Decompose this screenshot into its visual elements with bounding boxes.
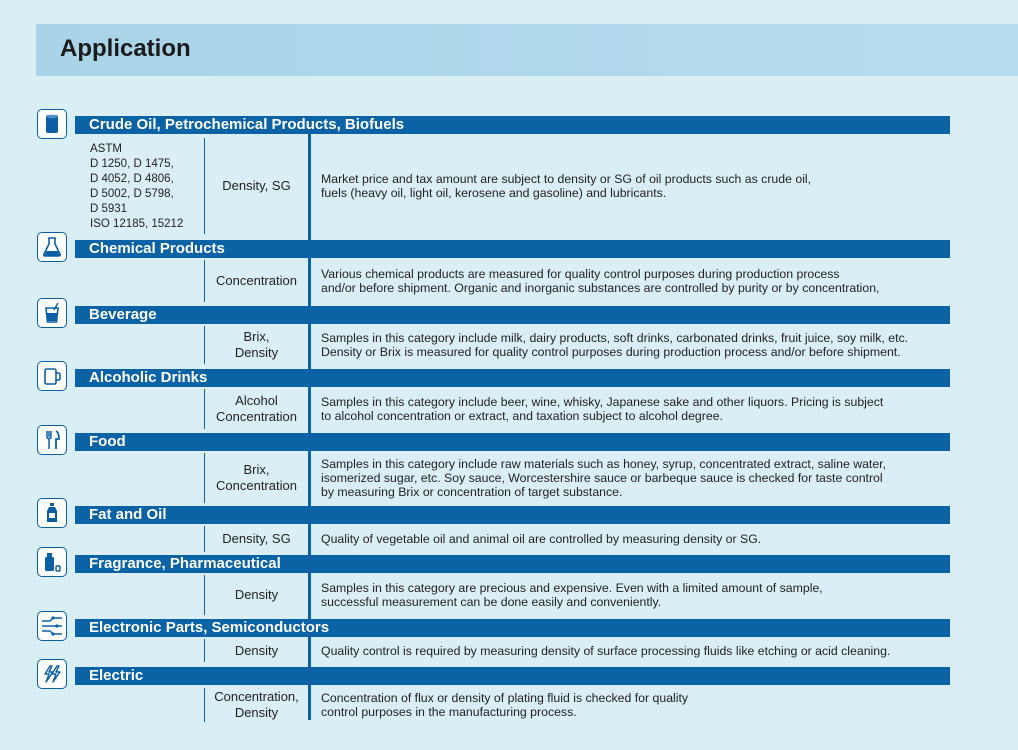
description-line: Concentration of flux or density of plating fluid is checked for quality bbox=[321, 691, 689, 705]
oil-bottle-icon bbox=[37, 498, 67, 528]
description bbox=[321, 639, 961, 662]
measurement-type bbox=[204, 260, 308, 302]
description-line: Quality of vegetable oil and animal oil are controlled by measuring density or SG. bbox=[321, 532, 762, 546]
category-header: Fat and Oil bbox=[75, 506, 950, 524]
standard-item: D 1250, D 1475, bbox=[90, 158, 174, 170]
perfume-bottle-icon bbox=[37, 547, 67, 577]
fork-knife-icon bbox=[37, 425, 67, 455]
standard-item: D 5931 bbox=[90, 203, 128, 215]
measurement-line: Concentration bbox=[216, 478, 297, 493]
description bbox=[321, 688, 961, 722]
description bbox=[321, 526, 961, 552]
description-line: Samples in this category include beer, wine, whisky, Japanese sake and other liquors. Pricing is subject bbox=[321, 395, 884, 409]
measurement-type bbox=[204, 326, 308, 364]
circuit-icon bbox=[37, 611, 67, 641]
category-header: Beverage bbox=[75, 306, 950, 324]
description bbox=[321, 260, 961, 302]
measurement-line: Density bbox=[234, 587, 279, 602]
measurement-type bbox=[204, 639, 308, 662]
measurement-type bbox=[204, 688, 308, 722]
page-title: Application bbox=[60, 35, 191, 62]
description-line: Samples in this category are precious and expensive. Even with a limited amount of sample, bbox=[321, 581, 823, 595]
measurement-line: Concentration, bbox=[214, 689, 299, 704]
category-header: Alcoholic Drinks bbox=[75, 369, 950, 387]
measurement-line: Density, SG bbox=[222, 531, 291, 546]
category-header: Electric bbox=[75, 667, 950, 685]
standards-list bbox=[90, 142, 183, 232]
beer-mug-icon bbox=[37, 361, 67, 391]
oil-barrel-icon bbox=[37, 109, 67, 139]
standard-item: ISO 12185, 15212 bbox=[90, 218, 184, 230]
description-line: Samples in this category include raw materials such as honey, syrup, concentrated extract, saline water, bbox=[321, 457, 887, 471]
measurement-line: Density bbox=[234, 642, 279, 658]
description-line: fuels (heavy oil, light oil, kerosene and gasoline) and lubricants. bbox=[321, 186, 667, 200]
description-line: Density or Brix is measured for quality control purposes during production process and/or before shipment. bbox=[321, 345, 901, 359]
description-line: Market price and tax amount are subject to density or SG of oil products such as crude oil, bbox=[321, 172, 812, 186]
category-header: Fragrance, Pharmaceutical bbox=[75, 555, 950, 573]
drink-glass-icon bbox=[37, 298, 67, 328]
description bbox=[321, 575, 961, 615]
measurement-line: Concentration bbox=[216, 409, 297, 424]
standard-item: ASTM bbox=[90, 143, 122, 155]
description-line: Quality control is required by measuring density of surface processing fluids like etching or acid cleaning. bbox=[321, 643, 891, 658]
measurement-line: Brix, bbox=[243, 329, 270, 344]
title-band bbox=[36, 24, 1018, 76]
measurement-type bbox=[204, 453, 308, 503]
measurement-line: Brix, bbox=[243, 462, 270, 477]
measurement-type bbox=[204, 389, 308, 429]
standard-item: D 5002, D 5798, bbox=[90, 188, 174, 200]
measurement-line: Density bbox=[234, 705, 279, 720]
measurement-line: Concentration bbox=[216, 273, 297, 288]
description bbox=[321, 326, 961, 364]
description bbox=[321, 389, 961, 429]
flask-icon bbox=[37, 232, 67, 262]
description bbox=[321, 138, 961, 234]
category-header: Chemical Products bbox=[75, 240, 950, 258]
description bbox=[321, 453, 961, 503]
category-header: Crude Oil, Petrochemical Products, Biofuels bbox=[75, 116, 950, 134]
category-header: Food bbox=[75, 433, 950, 451]
description-line: to alcohol concentration or extract, and taxation subject to alcohol degree. bbox=[321, 409, 723, 423]
description-line: and/or before shipment. Organic and inorganic substances are controlled by purity or by concentration, bbox=[321, 281, 880, 295]
measurement-line: Alcohol bbox=[235, 393, 278, 408]
measurement-type bbox=[204, 138, 308, 234]
description-line: Samples in this category include milk, dairy products, soft drinks, carbonated drinks, fruit juice, soy milk, etc. bbox=[321, 331, 909, 345]
measurement-type bbox=[204, 526, 308, 552]
description-line: Various chemical products are measured for quality control purposes during production process bbox=[321, 267, 840, 281]
description-line: by measuring Brix or concentration of target substance. bbox=[321, 485, 623, 499]
lightning-icon bbox=[37, 659, 67, 689]
description-line: successful measurement can be done easily and conveniently. bbox=[321, 595, 662, 609]
category-header: Electronic Parts, Semiconductors bbox=[75, 619, 950, 637]
measurement-type bbox=[204, 575, 308, 615]
description-line: control purposes in the manufacturing process. bbox=[321, 705, 577, 719]
description-line: isomerized sugar, etc. Soy sauce, Worcestershire sauce or barbeque sauce is checked for taste control bbox=[321, 471, 883, 485]
measurement-line: Density, SG bbox=[222, 178, 291, 193]
standard-item: D 4052, D 4806, bbox=[90, 173, 174, 185]
measurement-line: Density bbox=[234, 345, 279, 360]
